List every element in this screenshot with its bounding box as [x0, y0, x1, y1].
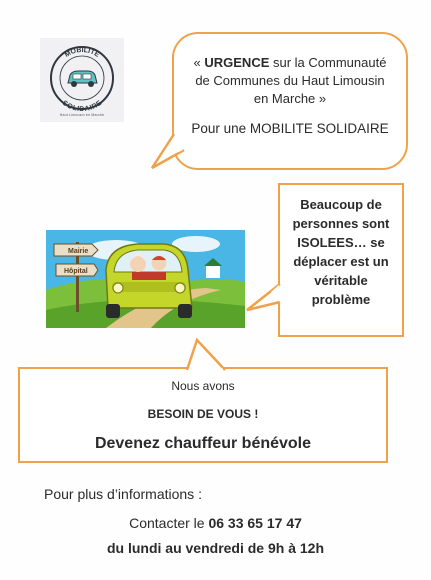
opening-hours: du lundi au vendredi de 9h à 12h: [106, 540, 325, 556]
header-speech-bubble: [172, 32, 408, 170]
main-line-3: Devenez chauffeur bénévole: [94, 435, 312, 452]
main-line-1: Nous avons: [171, 379, 235, 393]
mobilite-solidaire-logo: [40, 38, 124, 122]
logo-bottom-text: SOLIDAIRE: [60, 99, 104, 114]
logo-caption: Haut Limousin en Marche: [59, 113, 105, 117]
logo-top-text: MOBILITE: [63, 46, 101, 59]
side-bubble-text: Beaucoup de personnes sont ISOLEES… se déplacer est un véritable problème: [292, 197, 390, 307]
urgence-text: URGENCE: [204, 55, 270, 70]
side-bubble-tail: [245, 280, 285, 320]
sign-hopital: Hôpital: [64, 268, 88, 275]
header-line-1-rest: sur la Communauté de Communes du Haut Limousin en Marche »: [195, 55, 387, 106]
main-bubble-tail: [185, 338, 235, 372]
info-heading: Pour plus d’informations :: [44, 486, 202, 502]
side-speech-bubble: [278, 183, 404, 337]
seniors-car-illustration: [46, 230, 245, 328]
phone-number[interactable]: 06 33 65 17 47: [208, 515, 302, 531]
main-speech-bubble: [18, 367, 388, 463]
contact-line: [0, 515, 431, 531]
sign-mairie: Mairie: [68, 248, 89, 255]
header-line-2: Pour une MOBILITE SOLIDAIRE: [191, 121, 389, 136]
header-line-1: [174, 54, 406, 108]
open-quote: «: [193, 55, 205, 70]
header-bubble-tail: [150, 128, 190, 172]
contact-prefix: Contacter le: [129, 515, 209, 531]
main-line-2: BESOIN DE VOUS !: [147, 407, 259, 421]
